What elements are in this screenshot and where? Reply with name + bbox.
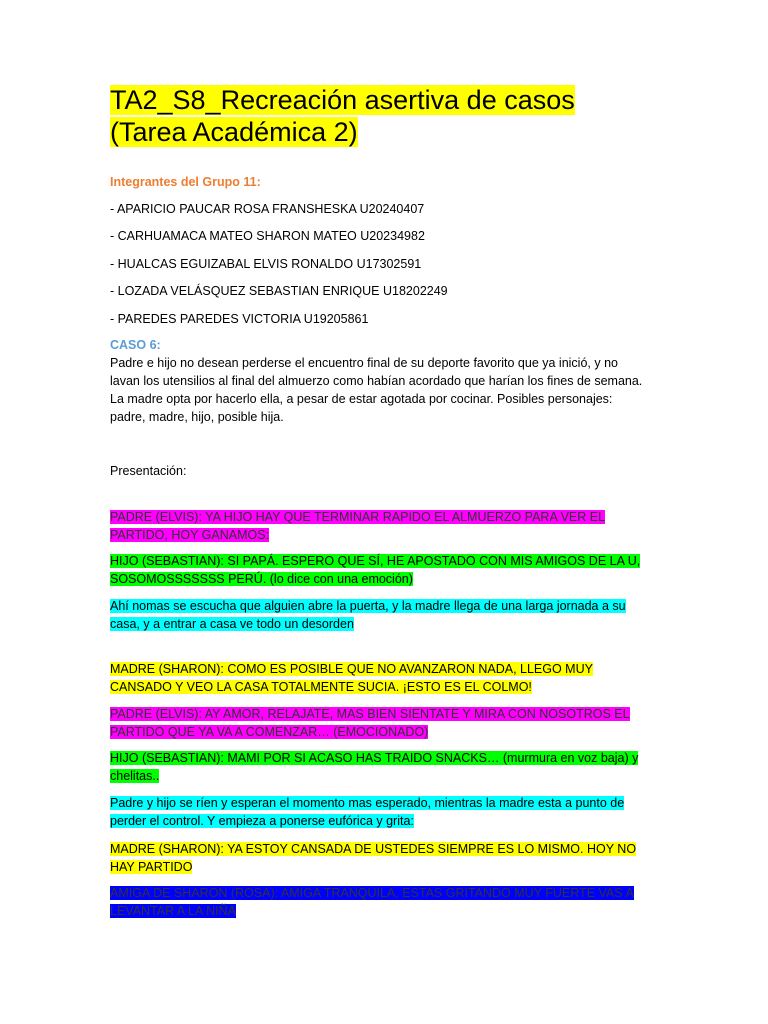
presentation-label: Presentación:	[110, 464, 187, 478]
dialogue-madre-2: MADRE (SHARON): YA ESTOY CANSADA DE USTEDES SIEMPRE ES LO MISMO. HOY NO HAY PARTIDO	[110, 842, 637, 874]
member-5: - PAREDES PAREDES VICTORIA U19205861	[110, 312, 369, 326]
group-heading: Integrantes del Grupo 11:	[110, 175, 261, 189]
dialogue-hijo-1: HIJO (SEBASTIAN): SI PAPÁ. ESPERO QUE SÍ, HE APOSTADO CON MIS AMIGOS DE LA U, SOSOMOSSSSSSS PERÚ. (lo dice con una emoción)	[110, 554, 641, 586]
title-line-2: (Tarea Académica 2)	[110, 117, 358, 147]
case-label: CASO 6:	[110, 338, 161, 352]
case-description: Padre e hijo no desean perderse el encuentro final de su deporte favorito que ya inició, y no lavan los utensilios al final del almuerzo como habían acordado que harían los fines de semana. La madre opta por hacerlo ella, a pesar de estar agotada por cocinar. Posibles personajes: padre, madre, hijo, posible hija.	[110, 356, 643, 424]
narration-1: Ahí nomas se escucha que alguien abre la puerta, y la madre llega de una larga jornada a su casa, y a entrar a casa ve todo un desorden	[110, 599, 626, 631]
narration-2: Padre y hijo se ríen y esperan el momento mas esperado, mientras la madre esta a punto de perder el control. Y empieza a ponerse eufórica y grita:	[110, 796, 625, 828]
dialogue-amiga-1: AMIGA DE SHARON (ROSA): AMIGA TRANQUILA, ESTAS GRITANDO MUY FUERTE VAS A LEVANTAR A LA NIÑA	[110, 886, 634, 918]
dialogue-madre-1: MADRE (SHARON): COMO ES POSIBLE QUE NO AVANZARON NADA, LLEGO MUY CANSADO Y VEO LA CASA TOTALMENTE SUCIA. ¡ESTO ES EL COLMO!	[110, 662, 593, 694]
dialogue-padre-1: PADRE (ELVIS): YA HIJO HAY QUE TERMINAR RAPIDO EL ALMUERZO PARA VER EL PARTIDO, HOY GANAMOS:	[110, 510, 606, 542]
member-1: - APARICIO PAUCAR ROSA FRANSHESKA U20240407	[110, 202, 425, 216]
dialogue-hijo-2: HIJO (SEBASTIAN): MAMI POR SI ACASO HAS TRAIDO SNACKS… (murmura en voz baja) y chelitas..	[110, 751, 639, 783]
member-4: - LOZADA VELÁSQUEZ SEBASTIAN ENRIQUE U18202249	[110, 284, 448, 298]
document-title	[110, 84, 575, 148]
title-line-1: TA2_S8_Recreación asertiva de casos	[110, 85, 575, 115]
member-3: - HUALCAS EGUIZABAL ELVIS RONALDO U17302591	[110, 257, 422, 271]
dialogue-padre-2: PADRE (ELVIS): AY AMOR, RELAJATE, MAS BIEN SIENTATE Y MIRA CON NOSOTROS EL PARTIDO QUE YA VA A COMENZAR… (EMOCIONADO)	[110, 707, 630, 739]
member-2: - CARHUAMACA MATEO SHARON MATEO U20234982	[110, 229, 425, 243]
